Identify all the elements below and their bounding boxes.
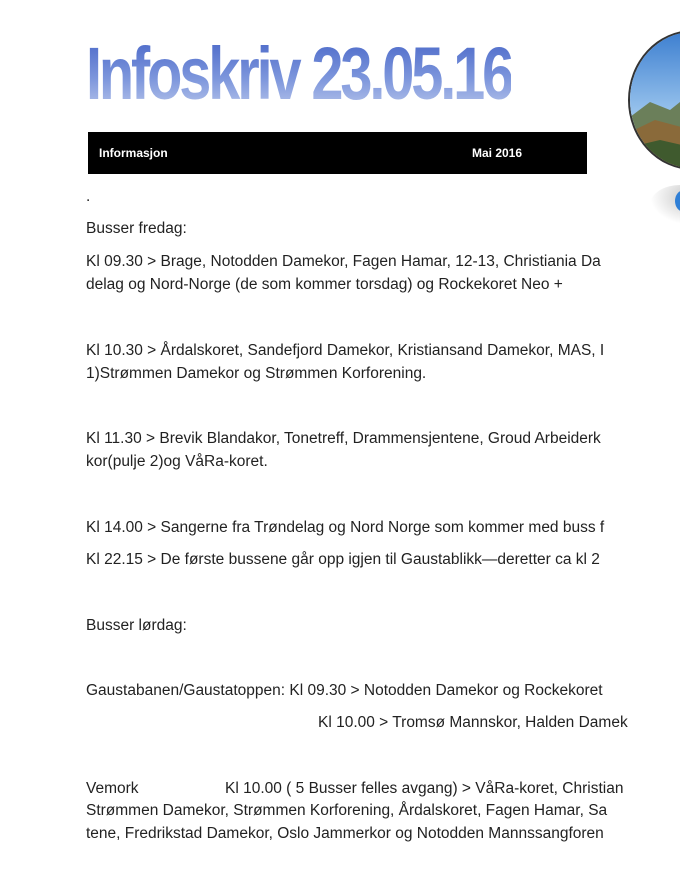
saturday-heading: Busser lørdag: (86, 617, 187, 634)
vemork-label: Vemork (86, 780, 139, 797)
saturday-vemork-line3: tene, Fredrikstad Damekor, Oslo Jammerkor og Notodden Mannssangforen (86, 825, 604, 842)
page-title: Infoskriv 23.05.16 (86, 28, 511, 120)
banner-date: Mai 2016 (472, 146, 523, 160)
saturday-vemork-line1 (86, 777, 623, 800)
saturday-gausta-line1: Gaustabanen/Gaustatoppen: Kl 09.30 > Notodden Damekor og Rockekoret (86, 682, 603, 699)
landscape-photo (628, 30, 680, 170)
friday-heading: Busser fredag: (86, 220, 187, 237)
friday-1130-line2: kor(pulje 2)og VåRa-koret. (86, 453, 268, 470)
saturday-vemork-line2: Strømmen Damekor, Strømmen Korforening, Årdalskoret, Fagen Hamar, Sa (86, 802, 608, 819)
saturday-gausta-line2: Kl 10.00 > Tromsø Mannskor, Halden Damek (318, 714, 628, 731)
header-banner (88, 132, 587, 174)
vemork-details: Kl 10.00 ( 5 Busser felles avgang) > VåRa-koret, Christian (225, 780, 624, 797)
dot-text: . (86, 188, 91, 205)
friday-2215-line: Kl 22.15 > De første bussene går opp igjen til Gaustablikk—deretter ca kl 2 (86, 551, 600, 568)
friday-1030-line1: Kl 10.30 > Årdalskoret, Sandefjord Damekor, Kristiansand Damekor, MAS, I (86, 342, 605, 359)
friday-1030-line2: 1)Strømmen Damekor og Strømmen Korforening. (86, 365, 427, 382)
friday-1130-line1: Kl 11.30 > Brevik Blandakor, Tonetreff, Drammensjentene, Groud Arbeiderk (86, 430, 601, 447)
friday-0930-line2: delag og Nord-Norge (de som kommer torsdag) og Rockekoret Neo + (86, 276, 563, 293)
banner-label: Informasjon (99, 146, 168, 160)
friday-0930-line1: Kl 09.30 > Brage, Notodden Damekor, Fagen Hamar, 12-13, Christiania Da (86, 253, 601, 270)
friday-1400-line: Kl 14.00 > Sangerne fra Trøndelag og Nord Norge som kommer med buss f (86, 519, 605, 536)
